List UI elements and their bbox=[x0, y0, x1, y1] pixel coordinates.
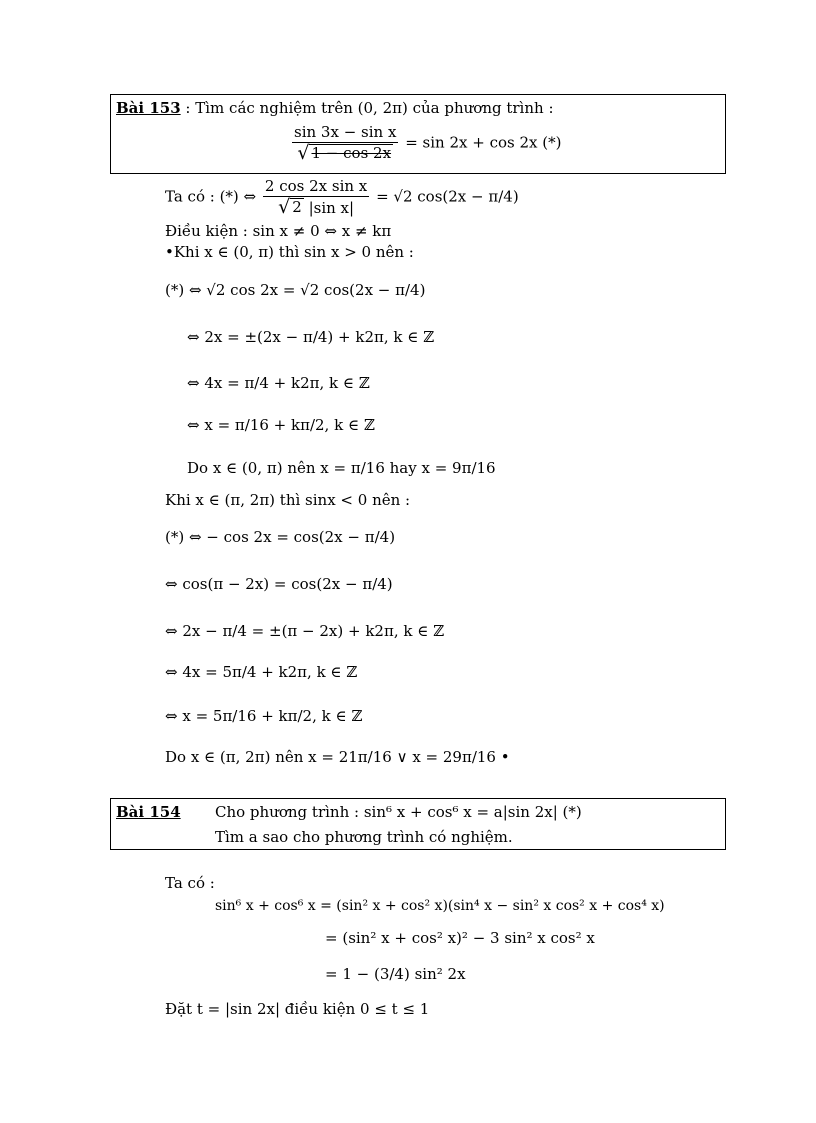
problem-154-label: Bài 154 bbox=[116, 803, 181, 821]
problem-153-header bbox=[116, 101, 554, 116]
sol-153-taco-rhs: = √2 cos(2x − π/4) bbox=[376, 187, 519, 206]
sol-153-c1-line5: Do x ∈ (0, π) nên x = π/16 hay x = 9π/16 bbox=[187, 459, 496, 477]
sol-153-taco-num: 2 cos 2x sin x bbox=[264, 177, 368, 195]
sol-154-taco: Ta có : bbox=[165, 874, 215, 892]
problem-153-fraction: sin 3x − sin x √ 1 − cos 2x bbox=[294, 123, 397, 164]
problem-153-prompt: : Tìm các nghiệm trên (0, 2π) của phương trình : bbox=[185, 99, 554, 117]
sol-153-case1-intro: •Khi x ∈ (0, π) thì sin x > 0 nên : bbox=[165, 243, 414, 261]
sol-153-dieukien: Điều kiện : sin x ≠ 0 ⇔ x ≠ kπ bbox=[165, 222, 392, 240]
sol-153-c1-line1: (*) ⇔ √2 cos 2x = √2 cos(2x − π/4) bbox=[165, 281, 426, 299]
sol-153-c1-line2: ⇔ 2x = ±(2x − π/4) + k2π, k ∈ ℤ bbox=[187, 328, 435, 346]
sol-153-taco-abs: |sin x| bbox=[308, 198, 355, 217]
sol-154-line4: Đặt t = |sin 2x| điều kiện 0 ≤ t ≤ 1 bbox=[165, 1000, 430, 1018]
sol-154-line2: = (sin² x + cos² x)² − 3 sin² x cos² x bbox=[325, 929, 595, 947]
sol-154-line3: = 1 − (3/4) sin² 2x bbox=[325, 965, 466, 983]
sol-153-c2-line6: Do x ∈ (π, 2π) nên x = 21π/16 ∨ x = 29π/16 • bbox=[165, 748, 510, 766]
sol-153-case2-intro: Khi x ∈ (π, 2π) thì sinx < 0 nên : bbox=[165, 491, 411, 509]
sol-153-c2-line1: (*) ⇔ − cos 2x = cos(2x − π/4) bbox=[165, 528, 396, 546]
sol-153-taco-prefix: Ta có : (*) ⇔ bbox=[165, 187, 257, 206]
problem-153-rhs: = sin 2x + cos 2x (*) bbox=[405, 133, 562, 152]
sol-153-c2-line3: ⇔ 2x − π/4 = ±(π − 2x) + k2π, k ∈ ℤ bbox=[165, 622, 445, 640]
problem-153-equation bbox=[290, 124, 561, 163]
sol-154-line1: sin⁶ x + cos⁶ x = (sin² x + cos² x)(sin⁴ x − sin² x cos² x + cos⁴ x) bbox=[215, 898, 665, 914]
sol-153-c2-line2: ⇔ cos(π − 2x) = cos(2x − π/4) bbox=[165, 575, 393, 593]
sol-153-c1-line4: ⇔ x = π/16 + kπ/2, k ∈ ℤ bbox=[187, 416, 375, 434]
problem-154-line2: Tìm a sao cho phương trình có nghiệm. bbox=[215, 828, 513, 846]
sol-153-taco-fraction: 2 cos 2x sin x √ 2 |sin x| bbox=[264, 177, 368, 218]
sol-153-c1-line3: ⇔ 4x = π/4 + k2π, k ∈ ℤ bbox=[187, 374, 370, 392]
problem-153-numerator: sin 3x − sin x bbox=[294, 123, 397, 141]
problem-153-label: Bài 153 bbox=[116, 99, 181, 117]
problem-154-line1: Cho phương trình : sin⁶ x + cos⁶ x = a|sin 2x| (*) bbox=[215, 803, 582, 821]
sol-153-taco-root: 2 bbox=[292, 197, 302, 216]
sol-153-c2-line5: ⇔ x = 5π/16 + kπ/2, k ∈ ℤ bbox=[165, 707, 363, 725]
problem-153-denominator: 1 − cos 2x bbox=[311, 143, 392, 162]
sol-153-taco bbox=[165, 178, 519, 217]
sol-153-c2-line4: ⇔ 4x = 5π/4 + k2π, k ∈ ℤ bbox=[165, 663, 358, 681]
